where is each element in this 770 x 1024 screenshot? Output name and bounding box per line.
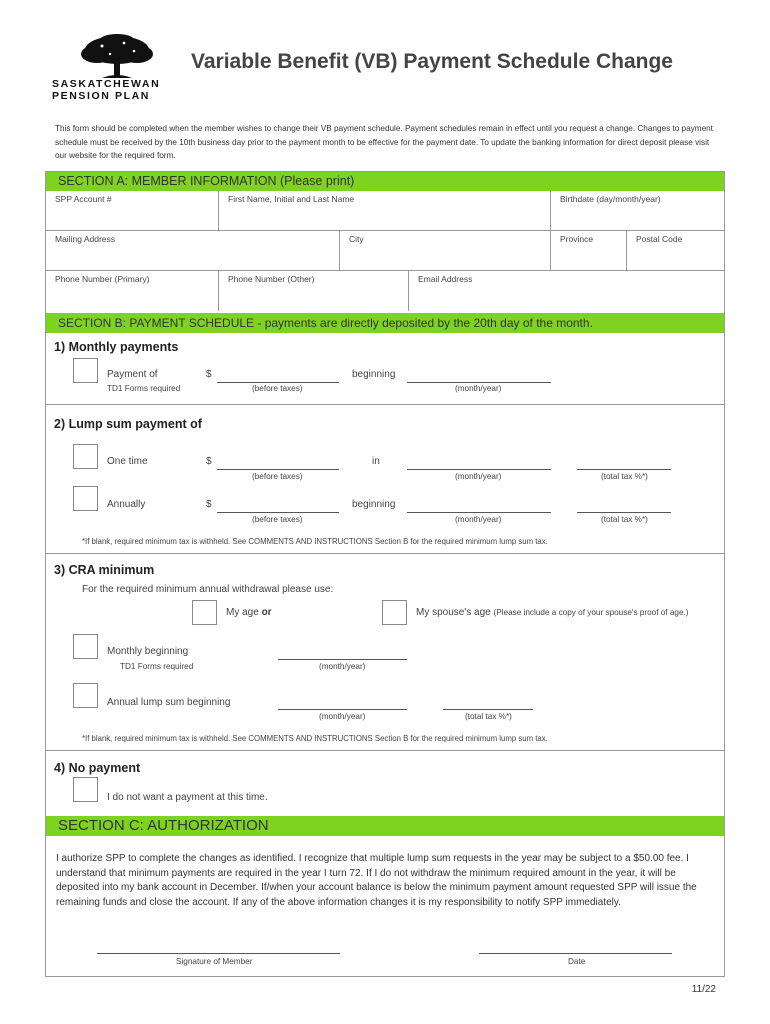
authorization-text: I authorize SPP to complete the changes as identified. I recognize that multiple lump sum requests in the year may be subject to a $50.00 fee. I understand that minimum payments are required in the year I turn 72. If I do not withdraw the minimum required amount in the year, it will be deposited into my bank account in December. If/when your account balance is below the minimum payment amount requested SPP will issue the remaining funds and close the account. If any of the above information changes it is my responsibility to notify SPP immediately. bbox=[56, 853, 697, 908]
one-time-label: One time bbox=[107, 456, 148, 467]
spouse-age-note: (Please include a copy of your spouse's proof of age.) bbox=[493, 608, 689, 617]
brand-line-2: PENSION PLAN bbox=[52, 90, 150, 102]
q4-no-payment: 4) No payment bbox=[54, 761, 141, 775]
spp-account-field[interactable] bbox=[46, 191, 218, 231]
monthly-beginning-checkbox[interactable] bbox=[73, 634, 98, 659]
name-label: First Name, Initial and Last Name bbox=[228, 194, 355, 204]
monthly-amount-line[interactable] bbox=[217, 382, 339, 383]
province-field[interactable] bbox=[550, 231, 626, 271]
no-payment-label: I do not want a payment at this time. bbox=[107, 792, 268, 803]
cra-monthly-month-line[interactable] bbox=[278, 659, 407, 660]
beginning-label: beginning bbox=[352, 499, 396, 510]
phone-primary-field[interactable] bbox=[46, 271, 218, 311]
postal-code-field[interactable] bbox=[626, 231, 724, 271]
annual-lump-checkbox[interactable] bbox=[73, 683, 98, 708]
total-tax-label: (total tax %*) bbox=[601, 472, 648, 481]
annual-lump-label: Annual lump sum beginning bbox=[107, 697, 231, 708]
one-time-checkbox[interactable] bbox=[73, 444, 98, 469]
cra-annual-tax-line[interactable] bbox=[443, 709, 533, 710]
phone-other-label: Phone Number (Other) bbox=[228, 274, 315, 284]
annual-amount-line[interactable] bbox=[217, 512, 339, 513]
spouse-age-label bbox=[416, 607, 689, 618]
no-payment-checkbox[interactable] bbox=[73, 777, 98, 802]
section-a-header: SECTION A: MEMBER INFORMATION (Please print) bbox=[46, 172, 724, 191]
form-container bbox=[45, 171, 725, 977]
section-b-header: SECTION B: PAYMENT SCHEDULE - payments are directly deposited by the 20th day of the month. bbox=[46, 313, 724, 333]
dollar-sign: $ bbox=[206, 369, 212, 380]
city-field[interactable] bbox=[339, 231, 550, 271]
payment-of-label: Payment of bbox=[107, 369, 158, 380]
month-year-label: (month/year) bbox=[455, 472, 502, 481]
before-taxes-label: (before taxes) bbox=[252, 472, 303, 481]
my-age-checkbox[interactable] bbox=[192, 600, 217, 625]
one-time-tax-line[interactable] bbox=[577, 469, 671, 470]
intro-text: This form should be completed when the member wishes to change their VB payment schedule. Payment schedules remain in effect until you request a change. Changes to payment schedule must be received by the 10th business day prior to the payment month to be effective for the payment date. To update the banking information for direct deposit please visit our website for the required form. bbox=[55, 124, 713, 160]
city-label: City bbox=[349, 234, 364, 244]
annual-tax-line[interactable] bbox=[577, 512, 671, 513]
spp-tree-logo bbox=[72, 34, 162, 80]
cra-intro: For the required minimum annual withdrawal please use: bbox=[82, 584, 334, 595]
or-text: or bbox=[261, 607, 272, 618]
phone-primary-label: Phone Number (Primary) bbox=[55, 274, 150, 284]
total-tax-label: (total tax %*) bbox=[465, 712, 512, 721]
td1-label: TD1 Forms required bbox=[107, 384, 181, 393]
cra-annual-month-line[interactable] bbox=[278, 709, 407, 710]
mailing-address-label: Mailing Address bbox=[55, 234, 116, 244]
dollar-sign: $ bbox=[206, 456, 212, 467]
annual-beginning-line[interactable] bbox=[407, 512, 551, 513]
before-taxes-label: (before taxes) bbox=[252, 515, 303, 524]
signature-line[interactable] bbox=[97, 953, 340, 954]
monthly-beginning-label: Monthly beginning bbox=[107, 646, 189, 657]
tax-footnote: *If blank, required minimum tax is withheld. See COMMENTS AND INSTRUCTIONS Section B for the required minimum lump sum tax. bbox=[82, 537, 548, 546]
tax-footnote: *If blank, required minimum tax is withheld. See COMMENTS AND INSTRUCTIONS Section B for the required minimum lump sum tax. bbox=[82, 734, 548, 743]
beginning-label: beginning bbox=[352, 369, 396, 380]
signature-label: Signature of Member bbox=[176, 957, 253, 966]
spouse-age-text: My spouse's age bbox=[416, 607, 491, 618]
birthdate-label: Birthdate (day/month/year) bbox=[560, 194, 661, 204]
dollar-sign: $ bbox=[206, 499, 212, 510]
mailing-address-field[interactable] bbox=[46, 231, 339, 271]
one-time-month-line[interactable] bbox=[407, 469, 551, 470]
divider bbox=[46, 750, 724, 751]
td1-label: TD1 Forms required bbox=[120, 662, 194, 671]
date-label: Date bbox=[568, 957, 586, 966]
email-label: Email Address bbox=[418, 274, 473, 284]
q2-lump-sum: 2) Lump sum payment of bbox=[54, 417, 202, 431]
name-field[interactable] bbox=[218, 191, 550, 231]
divider bbox=[46, 553, 724, 554]
q3-cra-minimum: 3) CRA minimum bbox=[54, 563, 155, 577]
postal-code-label: Postal Code bbox=[636, 234, 683, 244]
total-tax-label: (total tax %*) bbox=[601, 515, 648, 524]
date-line[interactable] bbox=[479, 953, 672, 954]
spp-account-label: SPP Account # bbox=[55, 194, 112, 204]
one-time-amount-line[interactable] bbox=[217, 469, 339, 470]
my-age-text: My age bbox=[226, 607, 259, 618]
birthdate-field[interactable] bbox=[550, 191, 724, 231]
month-year-label: (month/year) bbox=[455, 515, 502, 524]
monthly-payments-checkbox[interactable] bbox=[73, 358, 98, 383]
email-field[interactable] bbox=[408, 271, 724, 311]
month-year-label: (month/year) bbox=[319, 662, 366, 671]
spouse-age-checkbox[interactable] bbox=[382, 600, 407, 625]
monthly-beginning-line[interactable] bbox=[407, 382, 551, 383]
divider bbox=[46, 404, 724, 405]
section-c-header: SECTION C: AUTHORIZATION bbox=[46, 816, 724, 836]
q1-monthly-payments: 1) Monthly payments bbox=[54, 340, 179, 354]
my-age-label bbox=[226, 607, 272, 618]
page-number: 11/22 bbox=[691, 984, 716, 995]
annually-checkbox[interactable] bbox=[73, 486, 98, 511]
province-label: Province bbox=[560, 234, 594, 244]
annually-label: Annually bbox=[107, 499, 146, 510]
month-year-label: (month/year) bbox=[455, 384, 502, 393]
brand-wordmark bbox=[52, 78, 160, 102]
before-taxes-label: (before taxes) bbox=[252, 384, 303, 393]
month-year-label: (month/year) bbox=[319, 712, 366, 721]
page-title: Variable Benefit (VB) Payment Schedule Change bbox=[191, 50, 673, 73]
phone-other-field[interactable] bbox=[218, 271, 408, 311]
brand-line-1: SASKATCHEWAN bbox=[52, 78, 161, 90]
in-label: in bbox=[372, 456, 380, 467]
